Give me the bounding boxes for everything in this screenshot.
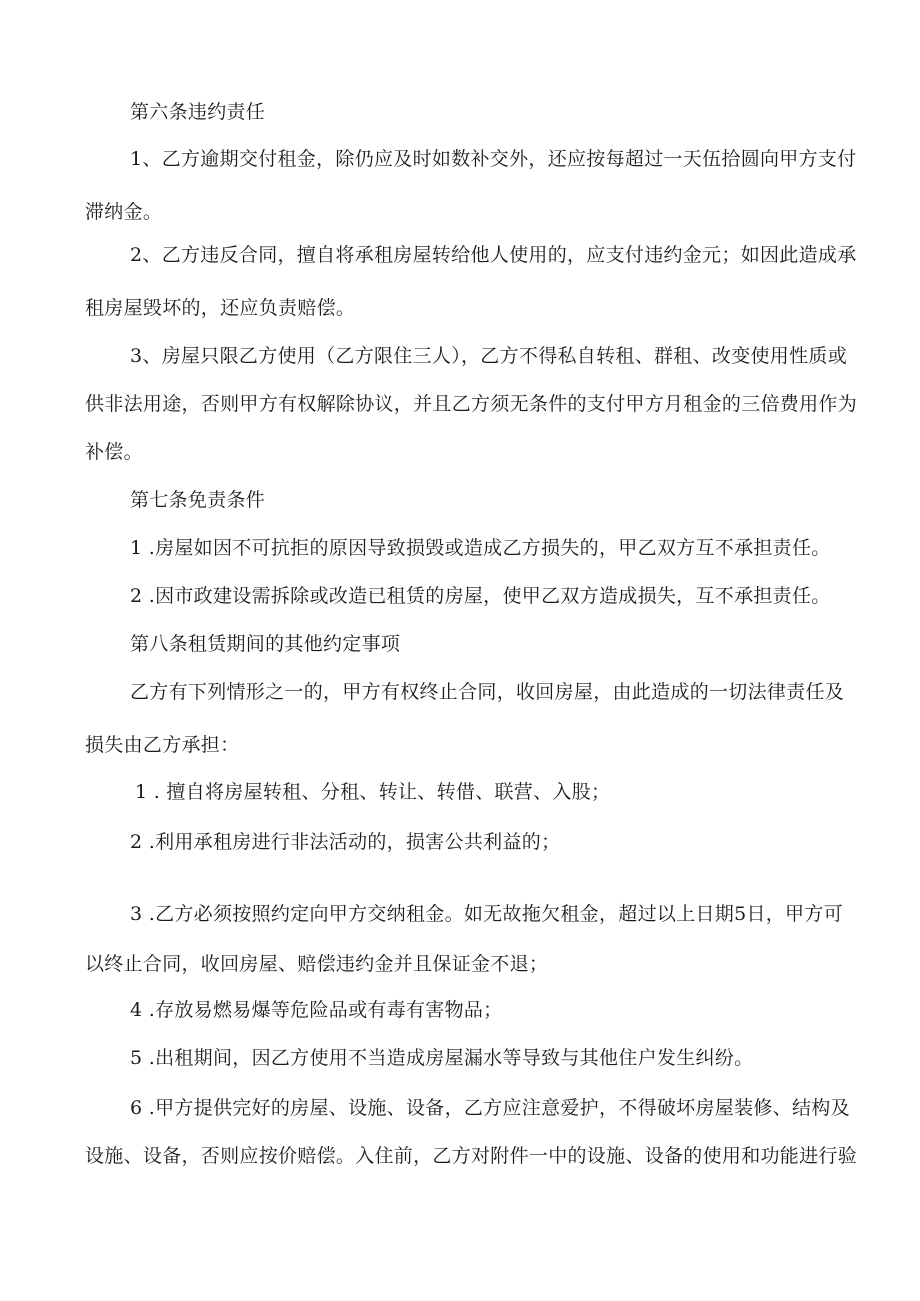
article-8-item-3-line-1: 3 .乙方必须按照约定向甲方交纳租金。如无故拖欠租金，超过以上日期5日，甲方可	[130, 903, 843, 925]
article-8-item-6-line-2: 设施、设备，否则应按价赔偿。入住前，乙方对附件一中的设施、设备的使用和功能进行验	[85, 1145, 858, 1167]
article-8-item-6-line-1: 6 .甲方提供完好的房屋、设施、设备，乙方应注意爱护，不得破坏房屋装修、结构及	[130, 1097, 850, 1119]
article-8-item-5: 5 .出租期间，因乙方使用不当造成房屋漏水等导致与其他住户发生纠纷。	[130, 1047, 754, 1069]
article-6-clause-3-line-2: 供非法用途，否则甲方有权解除协议，并且乙方须无条件的支付甲方月租金的三倍费用作为	[85, 393, 858, 415]
article-6-clause-3-line-1: 3、房屋只限乙方使用（乙方限住三人），乙方不得私自转租、群租、改变使用性质或	[130, 345, 847, 367]
article-6-heading: 第六条违约责任	[130, 101, 266, 123]
article-8-intro-line-1: 乙方有下列情形之一的，甲方有权终止合同，收回房屋，由此造成的一切法律责任及	[130, 681, 845, 703]
article-8-item-1: 1 . 擅自将房屋转租、分租、转让、转借、联营、入股；	[135, 781, 611, 803]
article-6-clause-3-line-3: 补偿。	[85, 441, 143, 463]
article-7-clause-1: 1 .房屋如因不可抗拒的原因导致损毁或造成乙方损失的，甲乙双方互不承担责任。	[130, 537, 831, 559]
article-8-item-3-line-2: 以终止合同，收回房屋、赔偿违约金并且保证金不退；	[85, 953, 549, 975]
article-8-intro-line-2: 损失由乙方承担：	[85, 734, 240, 756]
article-8-item-4: 4 .存放易燃易爆等危险品或有毒有害物品；	[130, 999, 503, 1021]
article-8-heading: 第八条租赁期间的其他约定事项	[130, 633, 401, 655]
article-6-clause-2-line-2: 租房屋毁坏的，还应负责赔偿。	[85, 297, 356, 319]
article-6-clause-1-line-1: 1、乙方逾期交付租金，除仍应及时如数补交外，还应按每超过一天伍拾圆向甲方支付	[130, 148, 857, 170]
article-8-item-2: 2 .利用承租房进行非法活动的，损害公共利益的；	[130, 831, 561, 853]
article-6-clause-1-line-2: 滞纳金。	[85, 201, 163, 223]
article-7-heading: 第七条免责条件	[130, 489, 266, 511]
article-7-clause-2: 2 .因市政建设需拆除或改造已租赁的房屋，使甲乙双方造成损失，互不承担责任。	[130, 585, 831, 607]
article-6-clause-2-line-1: 2、乙方违反合同，擅自将承租房屋转给他人使用的，应支付违约金元；如因此造成承	[130, 244, 857, 266]
